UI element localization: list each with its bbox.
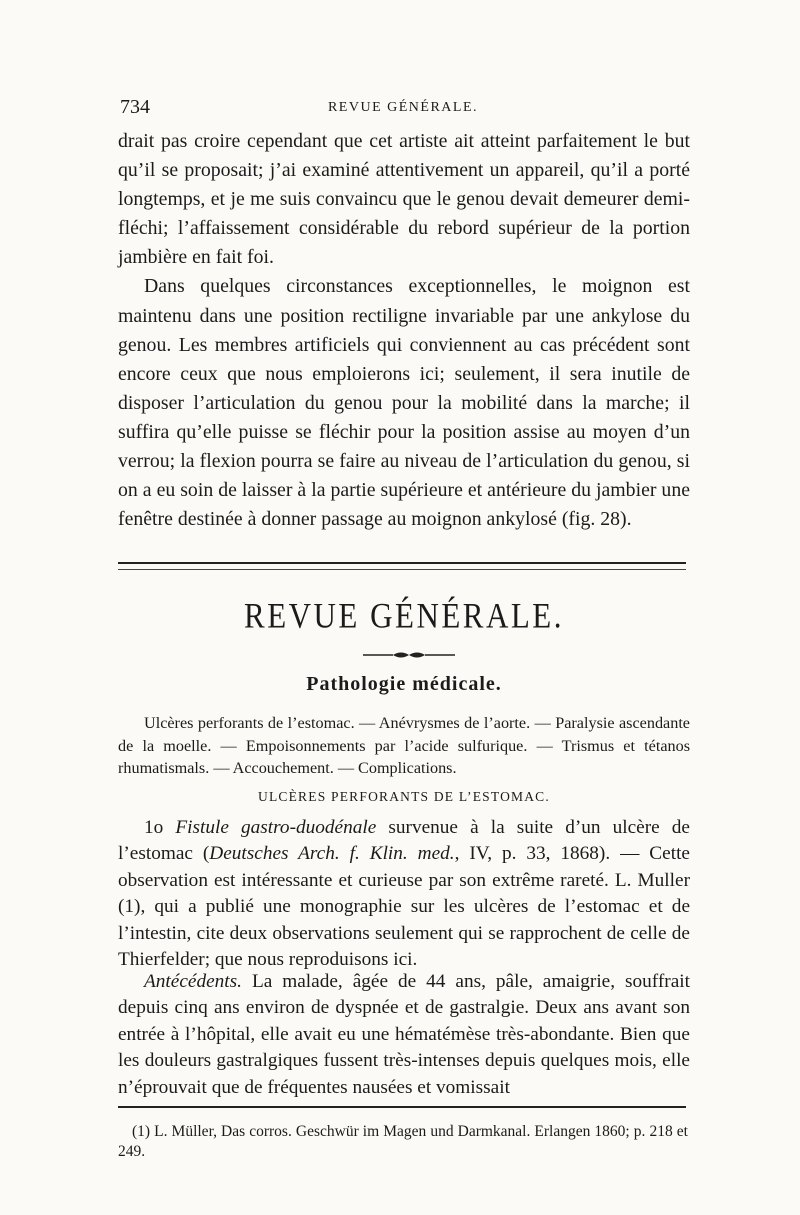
section-title: REVUE GÉNÉRALE. [244, 595, 564, 636]
case-title: Fistule gastro-duodénale [175, 817, 377, 838]
journal-reference: Deutsches Arch. f. Klin. med. [209, 843, 455, 865]
footnote-divider [118, 1106, 686, 1108]
page-number: 734 [120, 96, 150, 118]
running-title: REVUE GÉNÉRALE. [327, 100, 479, 115]
section-summary: Ulcères perforants de l’estomac. — Anévrysmes de l’aorte. — Paralysie ascendante de la moelle. — Empoisonnements par l’acide sulfurique. — Trismus et tétanos rhumatismals. — Accouchement. — Complications. [118, 714, 690, 777]
subsection-title: Pathologie médicale. [306, 673, 502, 695]
section-divider [118, 562, 686, 570]
article-paragraph-fistule [118, 815, 690, 973]
ornament-flourish-icon [363, 650, 455, 660]
footnote: (1) L. Müller, Das corros. Geschwür im Magen und Darmkanal. Erlangen 1860; p. 218 et 249. [118, 1123, 688, 1160]
continued-text-block [118, 127, 690, 534]
running-head [118, 96, 688, 126]
paragraph-ankylose: Dans quelques circonstances exceptionnelles, le moignon est maintenu dans une position rectiligne invariable par une ankylose du genou. Les membres artificiels qui conviennent au cas précédent sont encore ceux que nous emploierons ici; seulement, il sera inutile de disposer l’articulation du genou pour la mobilité dans la marche; il suffira qu’elle puisse se fléchir pour la position assise au moyen d’un verrou; la flexion pourra se faire au niveau de l’articulation du genou, si on a eu soin de laisser à la partie supérieure et antérieure du jambier une fenêtre destinée à donner passage au moignon ankylosé (fig. 28). [118, 275, 690, 531]
article-paragraph-antecedents [118, 969, 690, 1101]
text-run: La malade, âgée de 44 ans, pâle, amaigrie, souffrait depuis cinq ans environ de dyspnée et de gastralgie. Deux ans avant son entrée à l’hôpital, elle avait eu une hématémèse très-abondante. Bien que les douleurs gastralgiques fussent très-intenses depuis quelques mois, elle n’éprouvait que de fréquentes nausées et vomissait [118, 971, 690, 1098]
topic-heading: ULCÈRES PERFORANTS DE L’ESTOMAC. [258, 789, 550, 804]
paragraph-continued: drait pas croire cependant que cet artiste ait atteint parfaitement le but qu’il se proposait; j’ai examiné attentivement un appareil, qu’il a porté longtemps, et je me suis convaincu que le genou devait demeurer demi-fléchi; l’affaissement considérable du rebord supérieur de la portion jambière en fait foi. [118, 130, 690, 269]
text-run: , IV, p. 33, 1868). — Cette observation est intéressante et curieuse par son extrême rareté. L. Muller (1), qui a publié une monographie sur les ulcères de l’estomac et de l’intestin, cite deux observations seulement qui se rapprochent de celle de Thierfelder; que nous reproduisons ici. [118, 843, 690, 971]
antecedents-label: Antécédents. [144, 971, 242, 992]
text-run: survenue à la suite d’un ulcère de l’estomac ( [118, 817, 690, 865]
numbered-lead: 1o [144, 817, 176, 838]
